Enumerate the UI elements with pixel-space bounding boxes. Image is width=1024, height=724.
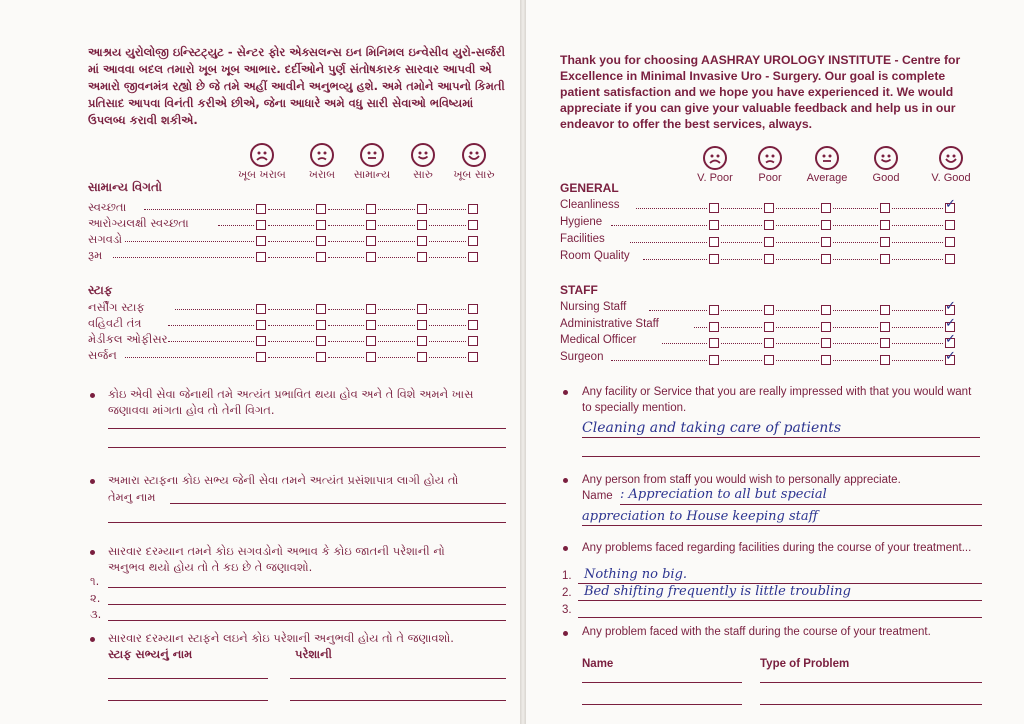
rating-checkbox[interactable]	[880, 338, 890, 348]
leader-dots	[113, 257, 254, 258]
leader-dots	[833, 242, 878, 243]
rating-checkbox[interactable]	[256, 304, 266, 314]
poor-face-icon	[758, 146, 782, 170]
leader-dots	[721, 310, 762, 311]
leader-dots	[378, 257, 415, 258]
leader-dots	[328, 325, 364, 326]
handwritten-answer-2b: appreciation to House keeping staff	[582, 509, 818, 524]
rating-checkbox[interactable]	[366, 220, 376, 230]
rating-checkbox[interactable]	[417, 220, 427, 230]
rating-checkbox[interactable]	[316, 220, 326, 230]
rating-checkbox[interactable]	[880, 322, 890, 332]
leader-dots	[694, 327, 707, 328]
rating-checkbox[interactable]	[256, 204, 266, 214]
rating-checkbox[interactable]	[821, 322, 831, 332]
question-1-gujarati: કોઇ એવી સેવા જેનાથી તમે અત્યંત પ્રભાવિત થયા હોવ અને તે વિશે અમને ખાસ જણાવવા માંગતા હોવ તો તેની વિગત.	[108, 387, 474, 417]
rating-checkbox[interactable]	[366, 236, 376, 246]
rating-checkbox[interactable]	[366, 252, 376, 262]
leader-dots	[378, 241, 415, 242]
leader-dots	[125, 357, 254, 358]
rating-checkbox[interactable]	[880, 305, 890, 315]
rating-checkbox[interactable]	[821, 355, 831, 365]
answer-line[interactable]	[108, 587, 506, 588]
rating-checkbox[interactable]	[417, 352, 427, 362]
type-of-problem-label: Type of Problem	[760, 658, 850, 670]
answer-line[interactable]	[582, 704, 742, 705]
rating-checkbox[interactable]	[709, 220, 719, 230]
rating-checkbox[interactable]	[468, 220, 478, 230]
rating-checkbox[interactable]	[316, 336, 326, 346]
rating-checkbox[interactable]	[945, 254, 955, 264]
leader-dots	[429, 257, 466, 258]
rating-label: Average	[806, 172, 848, 184]
staff-title-english: STAFF	[560, 283, 598, 297]
rating-label: V. Good	[931, 172, 971, 184]
rating-row-label: સગવડો	[88, 232, 123, 246]
leader-dots	[833, 327, 878, 328]
question-3b-gujarati: અનુભવ થયો હોય તો તે કઇ છે તે જણાવશો.	[108, 560, 313, 574]
bullet	[90, 637, 95, 642]
answer-line[interactable]	[108, 604, 506, 605]
question-4-gujarati: સારવાર દરમ્યાન સ્ટાફને લઇને કોઇ પરેશાની અનુભવી હોય તો તે જણાવશો.	[108, 631, 454, 645]
rating-row-label: વહિવટી તંત્ર	[88, 316, 142, 330]
answer-line[interactable]	[760, 682, 982, 683]
rating-label: Poor	[758, 172, 782, 184]
rating-checkbox[interactable]	[417, 236, 427, 246]
rating-checkbox[interactable]	[316, 352, 326, 362]
rating-checkbox[interactable]	[821, 203, 831, 213]
rating-checkbox[interactable]	[366, 304, 376, 314]
answer-line[interactable]	[582, 437, 980, 438]
name-label-english: Name	[582, 490, 613, 502]
rating-checkbox[interactable]	[709, 338, 719, 348]
leader-dots	[429, 325, 466, 326]
list-number: 1.	[562, 570, 572, 582]
rating-row-label: Hygiene	[560, 216, 603, 228]
leader-dots	[833, 259, 878, 260]
very-poor-face-icon	[703, 146, 727, 170]
leader-dots	[776, 360, 819, 361]
leader-dots	[636, 208, 707, 209]
answer-line[interactable]	[108, 522, 506, 523]
leader-dots	[378, 325, 415, 326]
leader-dots	[429, 357, 466, 358]
rating-checkbox[interactable]	[316, 204, 326, 214]
rating-row-label: નર્સીંગ સ્ટાફ	[88, 300, 145, 314]
leader-dots	[429, 309, 466, 310]
leader-dots	[721, 259, 762, 260]
rating-checkbox[interactable]	[764, 237, 774, 247]
rating-row-label: Administrative Staff	[560, 318, 659, 330]
leader-dots	[649, 310, 707, 311]
leader-dots	[776, 327, 819, 328]
rating-checkbox[interactable]	[821, 254, 831, 264]
leader-dots	[378, 357, 415, 358]
rating-checkbox[interactable]	[709, 237, 719, 247]
leader-dots	[721, 225, 762, 226]
bullet	[563, 478, 568, 483]
question-2-english: Any person from staff you would wish to personally appreciate.	[582, 474, 901, 486]
right-page-english	[526, 0, 1024, 724]
rating-checkbox[interactable]	[366, 336, 376, 346]
leader-dots	[776, 343, 819, 344]
bullet	[90, 479, 95, 484]
question-2a-gujarati: અમારા સ્ટાફના કોઇ સભ્ય જેની સેવા તમને અત્યંત પ્રસંશાપાત્ર લાગી હોય તો	[108, 473, 459, 487]
rating-checkbox[interactable]	[945, 220, 955, 230]
leader-dots	[721, 327, 762, 328]
leader-dots	[892, 360, 943, 361]
rating-checkbox[interactable]	[764, 338, 774, 348]
rating-label: Good	[872, 172, 900, 184]
bullet	[563, 631, 568, 636]
leader-dots	[662, 343, 707, 344]
good-face-icon	[411, 143, 435, 167]
handwritten-answer-2a: : Appreciation to all but special	[620, 487, 827, 502]
leader-dots	[328, 241, 364, 242]
leader-dots	[378, 309, 415, 310]
handwritten-answer-1: Cleaning and taking care of patients	[582, 420, 842, 436]
rating-checkbox[interactable]	[417, 252, 427, 262]
leader-dots	[429, 209, 466, 210]
staff-title-gujarati: સ્ટાફ	[88, 283, 113, 297]
leader-dots	[611, 225, 707, 226]
rating-checkbox[interactable]	[880, 254, 890, 264]
answer-line[interactable]	[108, 447, 506, 448]
rating-checkbox[interactable]	[945, 197, 956, 213]
leader-dots	[378, 209, 415, 210]
leader-dots	[429, 241, 466, 242]
rating-row-label: રૂમ	[88, 248, 103, 262]
leader-dots	[218, 225, 254, 226]
answer-line[interactable]	[578, 600, 982, 601]
rating-checkbox[interactable]	[468, 304, 478, 314]
leader-dots	[378, 225, 415, 226]
rating-checkbox[interactable]	[764, 305, 774, 315]
leader-dots	[328, 257, 364, 258]
leader-dots	[168, 325, 254, 326]
leader-dots	[833, 225, 878, 226]
rating-row-label: Room Quality	[560, 250, 630, 262]
list-number: 2.	[562, 587, 572, 599]
handwritten-tick: ✓	[945, 349, 956, 364]
rating-checkbox[interactable]	[417, 204, 427, 214]
question-3-english: Any problems faced regarding facilities during the course of your treatment...	[582, 542, 972, 554]
handwritten-answer-3b: Bed shifting frequently is little troubling	[584, 584, 851, 599]
leader-dots	[630, 242, 707, 243]
staff-name-label-gujarati: સ્ટાફ સભ્યનું નામ	[108, 647, 193, 661]
answer-line[interactable]	[620, 504, 982, 505]
leader-dots	[429, 341, 466, 342]
answer-line[interactable]	[170, 503, 506, 504]
average-face-icon	[815, 146, 839, 170]
rating-checkbox[interactable]	[316, 252, 326, 262]
rating-checkbox[interactable]	[945, 237, 955, 247]
very-good-face-icon	[462, 143, 486, 167]
intro-text-gujarati: આશ્રય યુરોલોજી ઇન્સ્ટિટ્યુટ - સેન્ટર ફોર એક્સલન્સ ઇન મિનિમલ ઇન્વેસીવ યુરો-સર્જરી માં આવવા બદલ તમારો ખૂબ ખૂબ આભાર. દર્દીઓને પુર્ણ સંતોષકારક સારવાર આપવી એ અમારો જીવનમંત્ર રહ્યો છે જે તમે અહીં આવીને અનુભવ્યુ હશે. અમે તમોને આપનો કિમતી પ્રતિસાદ આપવા વિનંતી કરીએ છીએ, જેના આધારે અમે વધુ સારી સેવાઓ ભવિષ્યમાં ઉપલબ્ધ કરાવી શકીએ.	[88, 45, 506, 127]
answer-line[interactable]	[108, 700, 268, 701]
rating-label: સારુ	[413, 168, 433, 181]
answer-line[interactable]	[290, 700, 506, 701]
bullet	[90, 393, 95, 398]
rating-checkbox[interactable]	[945, 299, 956, 315]
leader-dots	[268, 325, 314, 326]
rating-checkbox[interactable]	[945, 349, 956, 365]
bullet	[563, 390, 568, 395]
answer-line[interactable]	[582, 525, 982, 526]
leader-dots	[892, 327, 943, 328]
leader-dots	[721, 242, 762, 243]
handwritten-tick: ✓	[945, 299, 956, 314]
list-number: 3.	[562, 604, 572, 616]
problem-label-gujarati: પરેશાની	[295, 647, 332, 661]
leader-dots	[268, 257, 314, 258]
rating-label: ખૂબ સારુ	[453, 168, 495, 181]
rating-checkbox[interactable]	[417, 336, 427, 346]
leader-dots	[268, 225, 314, 226]
rating-checkbox[interactable]	[880, 355, 890, 365]
rating-checkbox[interactable]	[764, 203, 774, 213]
rating-row-label: Nursing Staff	[560, 301, 627, 313]
rating-checkbox[interactable]	[316, 320, 326, 330]
leader-dots	[776, 310, 819, 311]
leader-dots	[833, 343, 878, 344]
rating-checkbox[interactable]	[366, 320, 376, 330]
handwritten-tick: ✓	[945, 197, 956, 212]
leader-dots	[328, 309, 364, 310]
question-3a-gujarati: સારવાર દરમ્યાન તમને કોઇ સગવડોનો અભાવ કે કોઇ જાતની પરેશાની નો	[108, 544, 445, 558]
leader-dots	[892, 310, 943, 311]
rating-row-label: Surgeon	[560, 351, 604, 363]
rating-checkbox[interactable]	[417, 304, 427, 314]
rating-checkbox[interactable]	[316, 236, 326, 246]
general-title-gujarati: સામાન્ય વિગતો	[88, 180, 162, 194]
answer-line[interactable]	[290, 678, 506, 679]
leader-dots	[833, 208, 878, 209]
leader-dots	[268, 341, 314, 342]
handwritten-answer-3a: Nothing no big.	[584, 567, 688, 582]
list-number: ૧.	[90, 574, 100, 588]
leader-dots	[268, 209, 314, 210]
rating-checkbox[interactable]	[366, 352, 376, 362]
rating-checkbox[interactable]	[709, 322, 719, 332]
leader-dots	[892, 259, 943, 260]
rating-checkbox[interactable]	[764, 220, 774, 230]
bullet	[563, 546, 568, 551]
handwritten-tick: ✓	[945, 316, 956, 331]
leader-dots	[175, 309, 254, 310]
rating-checkbox[interactable]	[256, 252, 266, 262]
answer-line[interactable]	[578, 617, 982, 618]
rating-checkbox[interactable]	[316, 304, 326, 314]
leader-dots	[268, 357, 314, 358]
rating-checkbox[interactable]	[821, 237, 831, 247]
leader-dots	[268, 241, 314, 242]
rating-row-label: Medical Officer	[560, 334, 637, 346]
general-title-english: GENERAL	[560, 181, 619, 195]
leader-dots	[833, 310, 878, 311]
rating-checkbox[interactable]	[709, 355, 719, 365]
good-face-icon	[874, 146, 898, 170]
rating-checkbox[interactable]	[821, 220, 831, 230]
leader-dots	[833, 360, 878, 361]
leader-dots	[144, 209, 254, 210]
leader-dots	[378, 341, 415, 342]
leader-dots	[721, 360, 762, 361]
leader-dots	[776, 208, 819, 209]
rating-row-label: Facilities	[560, 233, 605, 245]
rating-checkbox[interactable]	[880, 220, 890, 230]
rating-checkbox[interactable]	[256, 336, 266, 346]
rating-checkbox[interactable]	[945, 316, 956, 332]
leader-dots	[776, 225, 819, 226]
rating-label: V. Poor	[697, 172, 733, 184]
question-2b-gujarati: તેમનુ નામ	[108, 490, 156, 504]
rating-checkbox[interactable]	[468, 352, 478, 362]
leader-dots	[328, 357, 364, 358]
rating-checkbox[interactable]	[366, 204, 376, 214]
list-number: ૩.	[90, 607, 102, 621]
answer-line[interactable]	[582, 682, 742, 683]
leader-dots	[328, 225, 364, 226]
leader-dots	[125, 241, 254, 242]
rating-checkbox[interactable]	[468, 236, 478, 246]
rating-checkbox[interactable]	[256, 220, 266, 230]
leader-dots	[643, 259, 707, 260]
rating-row-label: સ્વચ્છતા	[88, 200, 127, 214]
rating-checkbox[interactable]	[709, 254, 719, 264]
rating-row-label: આરોગ્યલક્ષી સ્વચ્છતા	[88, 216, 189, 230]
rating-row-label: સર્જન	[88, 348, 117, 362]
poor-face-icon	[310, 143, 334, 167]
rating-checkbox[interactable]	[945, 332, 956, 348]
question-1-english: Any facility or Service that you are really impressed with that you would want to specially mention.	[582, 386, 972, 414]
rating-checkbox[interactable]	[764, 355, 774, 365]
answer-line[interactable]	[760, 704, 982, 705]
leader-dots	[168, 341, 254, 342]
very-poor-face-icon	[250, 143, 274, 167]
q4-name-label-english: Name	[582, 658, 614, 670]
rating-row-label: મેડીકલ ઓફીસર	[88, 332, 168, 346]
rating-checkbox[interactable]	[468, 320, 478, 330]
leader-dots	[892, 208, 943, 209]
leader-dots	[776, 259, 819, 260]
rating-checkbox[interactable]	[880, 203, 890, 213]
rating-checkbox[interactable]	[256, 236, 266, 246]
rating-checkbox[interactable]	[709, 203, 719, 213]
leader-dots	[328, 209, 364, 210]
leader-dots	[776, 242, 819, 243]
rating-checkbox[interactable]	[468, 336, 478, 346]
leader-dots	[892, 242, 943, 243]
rating-checkbox[interactable]	[256, 352, 266, 362]
answer-line[interactable]	[108, 620, 506, 621]
handwritten-tick: ✓	[945, 332, 956, 347]
answer-line[interactable]	[582, 456, 980, 457]
rating-checkbox[interactable]	[468, 252, 478, 262]
leader-dots	[892, 225, 943, 226]
leader-dots	[611, 360, 707, 361]
rating-checkbox[interactable]	[709, 305, 719, 315]
rating-checkbox[interactable]	[256, 320, 266, 330]
leader-dots	[328, 341, 364, 342]
question-4-english: Any problem faced with the staff during the course of your treatment.	[582, 626, 931, 638]
rating-checkbox[interactable]	[821, 338, 831, 348]
leader-dots	[721, 208, 762, 209]
rating-checkbox[interactable]	[821, 305, 831, 315]
rating-checkbox[interactable]	[417, 320, 427, 330]
rating-checkbox[interactable]	[468, 204, 478, 214]
leader-dots	[721, 343, 762, 344]
rating-checkbox[interactable]	[880, 237, 890, 247]
rating-label: ખૂબ ખરાબ	[238, 168, 286, 181]
bullet	[90, 550, 95, 555]
rating-row-label: Cleanliness	[560, 199, 620, 211]
very-good-face-icon	[939, 146, 963, 170]
average-face-icon	[360, 143, 384, 167]
rating-label: સામાન્ય	[353, 168, 391, 181]
list-number: ૨.	[90, 591, 101, 605]
rating-checkbox[interactable]	[764, 322, 774, 332]
answer-line[interactable]	[108, 678, 268, 679]
rating-checkbox[interactable]	[764, 254, 774, 264]
leader-dots	[892, 343, 943, 344]
leader-dots	[268, 309, 314, 310]
intro-text-english: Thank you for choosing AASHRAY UROLOGY INSTITUTE - Centre for Excellence in Minimal Invasive Uro - Surgery. Our goal is complete patient satisfaction and we hope you have experienced it. We would appreciate if you can give your valuable feedback and help us in our endeavor to offer the best services, always.	[560, 53, 961, 131]
answer-line[interactable]	[108, 428, 506, 429]
rating-label: ખરાબ	[308, 168, 336, 181]
leader-dots	[429, 225, 466, 226]
